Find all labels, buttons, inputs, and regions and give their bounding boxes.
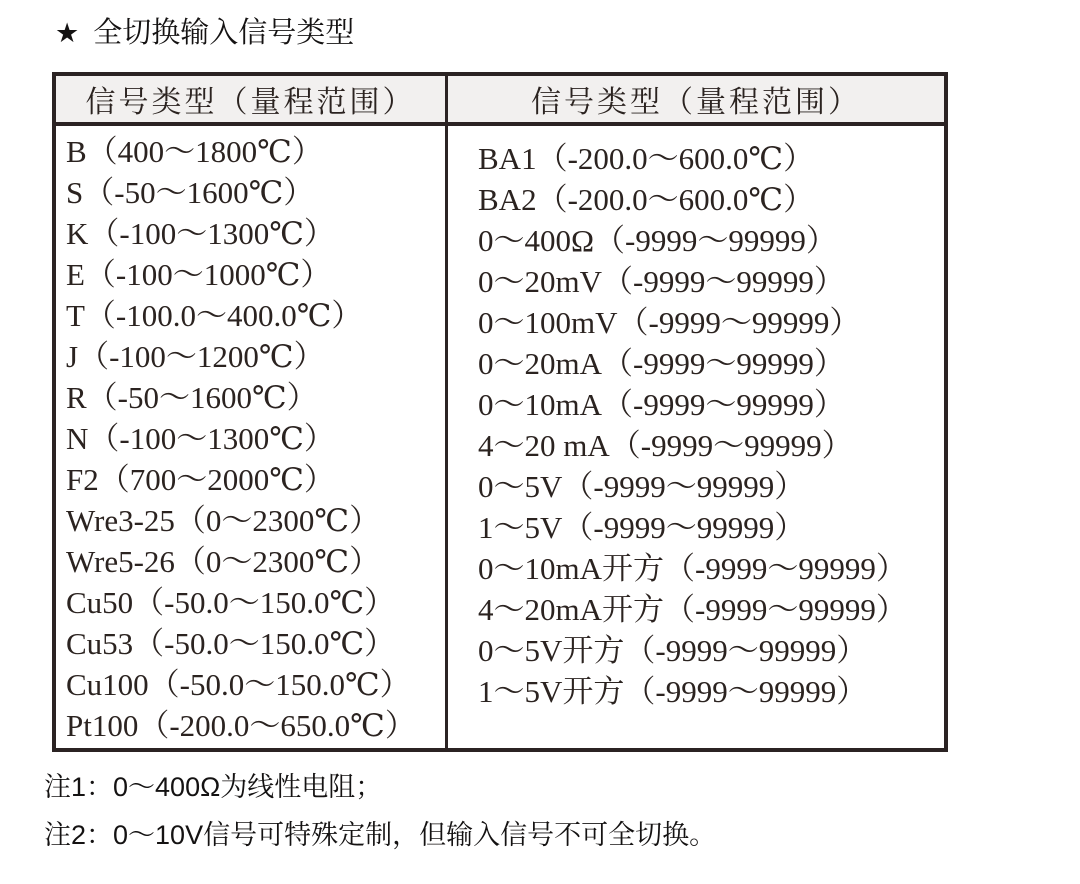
table-row: BA1（-200.0～600.0℃） [478,141,815,176]
table-row: 0～100mV（-9999～99999） [478,305,861,340]
table-row: 0～20mA（-9999～99999） [478,346,845,381]
table-row: Cu53（-50.0～150.0℃） [66,626,396,661]
page-title-text: 全切换输入信号类型 [93,17,355,49]
table-row: T（-100.0～400.0℃） [66,298,363,333]
table-row: Cu100（-50.0～150.0℃） [66,667,411,702]
table-row: 4～20mA开方（-9999～99999） [478,592,907,627]
table-row: 0～20mV（-9999～99999） [478,264,845,299]
table-row: B（400～1800℃） [66,134,323,169]
table-row: 0～400Ω（-9999～99999） [478,223,837,258]
table-row: Pt100（-200.0～650.0℃） [66,708,416,743]
footnotes [44,763,716,859]
table-body [56,126,944,748]
table-header-left: 信号类型（量程范围） [85,86,416,119]
table-row: E（-100～1000℃） [66,257,332,292]
note-1: 注1：0～400Ω为线性电阻； [44,772,383,802]
table-header-row [56,76,944,126]
table-row: Wre5-26（0～2300℃） [66,544,381,579]
table-row: F2（700～2000℃） [66,462,335,497]
table-row: Cu50（-50.0～150.0℃） [66,585,396,620]
table-row: BA2（-200.0～600.0℃） [478,182,815,217]
star-icon: ★ [55,18,80,48]
signal-list-left [56,126,445,748]
table-row: 1～5V（-9999～99999） [478,510,806,545]
table-row: S（-50～1600℃） [66,175,315,210]
signal-type-table [52,72,948,752]
table-header-right: 信号类型（量程范围） [445,76,944,122]
table-row: 0～5V（-9999～99999） [478,469,806,504]
table-row: N（-100～1300℃） [66,421,335,456]
page-title [55,14,354,52]
table-row: J（-100～1200℃） [66,339,325,374]
table-row: 4～20 mA（-9999～99999） [478,428,853,463]
note-2: 注2：0～10V信号可特殊定制，但输入信号不可全切换。 [44,820,717,850]
table-row: 1～5V开方（-9999～99999） [478,674,868,709]
signal-list-right [445,126,944,748]
table-row: R（-50～1600℃） [66,380,318,415]
table-row: K（-100～1300℃） [66,216,335,251]
table-row: 0～10mA开方（-9999～99999） [478,551,907,586]
table-row: Wre3-25（0～2300℃） [66,503,381,538]
table-row: 0～10mA（-9999～99999） [478,387,845,422]
table-row: 0～5V开方（-9999～99999） [478,633,868,668]
